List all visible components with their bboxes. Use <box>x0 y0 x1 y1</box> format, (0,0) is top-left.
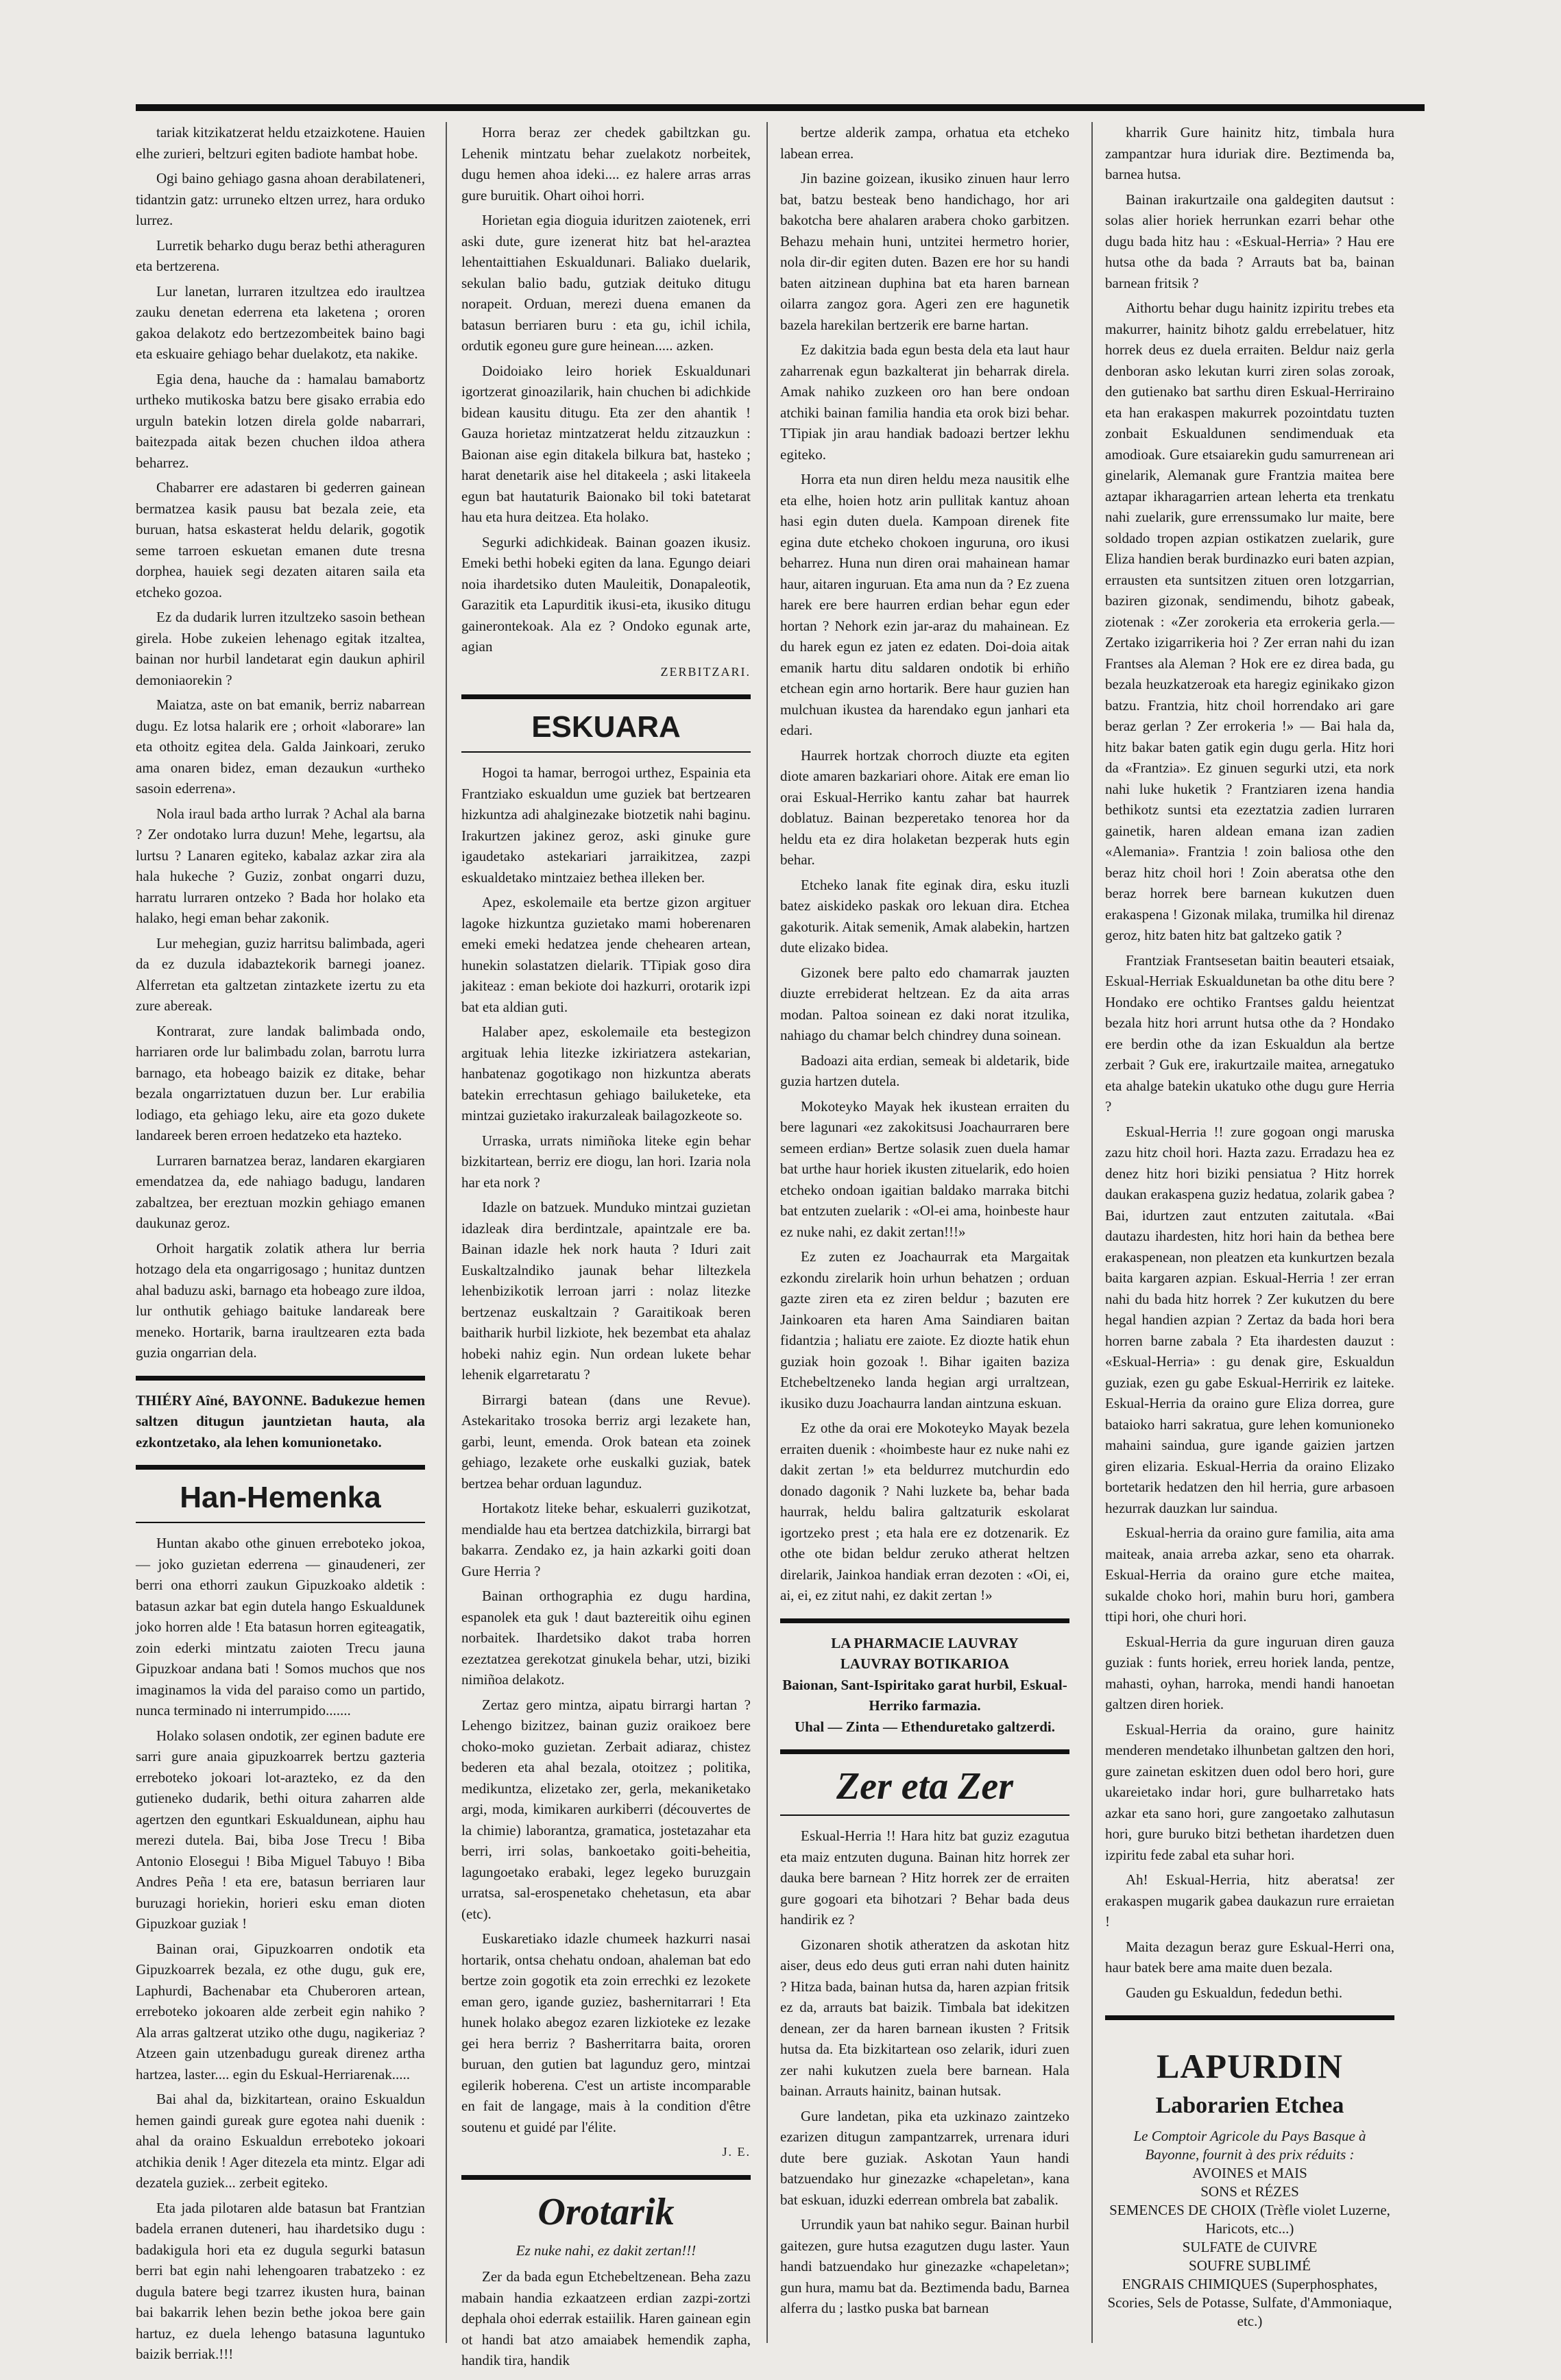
zer-eta-zer-title: Zer eta Zer <box>836 1765 1014 1808</box>
lapurdin-line: AVOINES et MAIS <box>1192 2165 1307 2181</box>
pharmacie-line: LA PHARMACIE LAUVRAY <box>831 1634 1019 1651</box>
divider <box>136 1522 425 1523</box>
divider <box>136 1465 425 1470</box>
paragraph: Eta jada pilotaren alde batasun bat Frantzian badela erranen duteneri, hau ihardetsiko dugu : badakigula hori eta ez dugula segurki batasun berri bat egin nahi lehengoaren trabatzeko : ez dugula batere begi tzarrez ikusten hura, bainan bai bakarrik lehen bezin bethe jokoa bere gain hartuz, ez duela lehengo batasuna laguntuko baizik berriak.!!! <box>136 2199 425 2362</box>
paragraph: Eskual-Herria da oraino, gure hainitz menderen mendetako ilhunbetan galtzen den hori, gure zainetan eskitzen duen odol bero hori, gure ukareietako indar hori, gure bulharretako hats azkar eta sano hori, gure zangoetako zalhutasun hori, gure buruko bitzi bethetan ihardetzen duen izpiritu fede zabal eta suhar hori. <box>1105 1721 1394 1863</box>
paragraph: Halaber apez, eskolemaile eta bestegizon argituak lehia litezke izkiriatzera astekarian, hanbatenaz gogotikago non hizkuntza aberats batekin errechtasun gehiago bailuketeke, eta mintzai guzietako irakurzaleak bailagozkeote so. <box>461 1023 751 1124</box>
divider <box>780 1814 1069 1816</box>
paragraph: Eskual-herria da oraino gure familia, aita ama maiteak, anaia arreba azkar, seno eta oharrak. Eskual-Herria da oraino gure etche maitea, sukalde choko hori, mahin buru hori, gambera ttipi hori, ohe churi hori. <box>1105 1525 1394 1625</box>
paragraph: Gizonaren shotik atheratzen da askotan hitz aiser, deus edo deus guti erran nahi duten hainitz ? Hitza bada, bainan hutsa da, haren azpian fritsik ez da, arrauts bat baizik. Timbala bat idekitzen denean, zer da haren barnean ikusten ? Fritsik hutsa da. Eta bizkitartean oso zelarik, iduri zuen zer nahi kukutzen zuela bere barnean. Hala bainan. Arrauts hainitz, bainan hutsak. <box>780 1936 1069 2099</box>
paragraph: Maiatza, aste on bat emanik, berriz nabarrean dugu. Ez lotsa halarik ere ; orhoit «laborare» lan eta othoitz egitea dela. Galda Jainkoari, zeruko ama onaren bidez, eman dezaukun «urtheko sasoin ederrena». <box>136 696 425 797</box>
pharmacie-ad <box>780 1633 1069 1738</box>
paragraph: kharrik Gure hainitz hitz, timbala hura zampantzar hura iduriak dire. Beztimenda ba, barnea hutsa. <box>1105 124 1394 182</box>
lapurdin-line: SONS et RÉZES <box>1200 2183 1299 2200</box>
paragraph: Hogoi ta hamar, berrogoi urthez, Espainia eta Frantziako eskualdun ume guziek bat bertzearen hizkuntza adi ahalginezake biotzetik nahi baginu. Irakurtzen jakinez geroz, aski ginuke gure igaudetako astekariari jarraikitzea, zazpi eskualdetako mintzaiez bethea illeken ber. <box>461 764 751 886</box>
paragraph: Badoazi aita erdian, semeak bi aldetarik, bide guzia hartzen dutela. <box>780 1052 1069 1089</box>
paragraph: Ez othe da orai ere Mokoteyko Mayak bezela erraiten duenik : «hoimbeste haur ez nuke nahi ez dakit zertan !» eta beldurrez mutchurdin edo donado dagonik ? Nahi luzkete ba, behar bada haurrak, heldu balira galtzaturik eskolarat igortzeko prest ; eta hala ere ez dotzenarik. Ez othe ote bidan beldur zeruko atherat heltzen direlarik, Jainkoa handiak erran dezoten : «Oi, ei, ai, ei, ez zitut nahi, ez dakit zertan !» <box>780 1420 1069 1603</box>
paragraph: Zer da bada egun Etchebeltzenean. Beha zazu mabain handia ezkaatzeen erdian zazpi-zortzi dephala ohoi ederrak estaiilik. Haren gainean egin ot handi bat atzo amaiabek hemendik zapha, handik tira, handik <box>461 2268 751 2368</box>
paragraph: Urrundik yaun bat nahiko segur. Bainan hurbil gaitezen, gure hutsa ezagutzen dugu laster. Yaun handi batzuendako hur ginezazke «chapeletan»; gun hura, mamu bat da. Beztimenda badu, Barnea alferra du ; lastko puska bat barnean <box>780 2216 1069 2316</box>
paragraph: Lurretik beharko dugu beraz bethi atheraguren eta bertzerena. <box>136 236 425 274</box>
paragraph: Aithortu behar dugu hainitz izpiritu trebes eta makurrer, hainitz bihotz galdu errebelatuer, hitz horrek deus ez duela erraiten. Beldur naiz gerla denboran asko lekutan kurri ziren solas zoroak, den gutienako bat sarthu diren Eskual-Herriraino eta han erakaspen makurrek pozointdatu tuzten zonbait Eskualdunen sendimenduak eta amodioak. Gure etsaiarekin gudu samurrenean ari ginelarik, Alemanak gure Frantzia maitea bere aztapar ikharagarrien artean leherta eta trenkatu nahi zuelarik, gure errenssumako lur maite, bere soldado tropen azpian ostikatzen zuelarik, gure Eliza handien berak burdinazko euri baten azpian, errausten eta suntsitzen zituen oren lotzgarrian, baziren gizonak, sendimendu, bihotz gabeak, ziotenak : «Zer zorokeria eta errokeria gerla.— Zertako izigarrikeria hoi ? Zer erran nahi du izan Frantses ala Aleman ? Hok ere ez direa bada, gu bezala heuzkatzeroak eta haregiz eginikako gizon batzu. Frantzia, hitz choil horrendako ari gare beraz gerlan ? Zer errokeria !» — Bai hala da, hitz bakar baten gatik egin dugu gerla. Hitz hori da «Frantzia». Ez ginuen segurki utzi, eta nork nahi luke huketik ? Frantziaren izena handia bethikotz suntsi eta ezeztatzia zadien lurraren gainetik, haren aldean emana izan zadien «Alemania». Frantzia ! zoin baliosa othe den beraz hitz choil hori ! Zoin aberatsa othe den beraz horrek bere barnean kukutzen duen erakaspena ! Gizonak milaka, trumilka hil direnaz geroz, hitz baten hitz bat galtzeko gatik ? <box>1105 300 1394 943</box>
paragraph: Segurki adichkideak. Bainan goazen ikusiz. Emeki bethi hobeki egiten da lana. Egungo deiari noia ihardetsiko duten Mauleitik, Donapaleotik, Garazitik eta Lapurditik ikusi-eta, ikusiko ditugu gainerontekoak. Ala ez ? Ondoko egunak arte, agian <box>461 533 751 655</box>
paragraph: Birrargi batean (dans une Revue). Astekaritako trosoka berriz argi lezakete han, garbi, leunt, emenda. Orok batean eta zoinek gehiago, lezakete orhe euskalki guziak, batek bertzea behar orduan lagunduz. <box>461 1391 751 1492</box>
paragraph: Maita dezagun beraz gure Eskual-Herri ona, haur batek bere ama maite duen bezala. <box>1105 1938 1394 1976</box>
divider <box>1105 2015 1394 2020</box>
paragraph: Gauden gu Eskualdun, fededun bethi. <box>1126 1984 1343 2001</box>
orotarik-title: Orotarik <box>537 2190 675 2233</box>
divider <box>461 694 751 699</box>
paragraph: Urraska, urrats nimiñoka liteke egin behar bizkitartean, berriz ere diogu, lan hori. Izaria nola har eta nork ? <box>461 1132 751 1191</box>
paragraph: tariak kitzikatzerat heldu etzaizkotene. Hauien elhe zurieri, beltzuri egiten badiote hambat hobe. <box>136 124 425 162</box>
paragraph: Lurraren barnatzea beraz, landaren ekargiaren emendatzea da, ede nahiago badugu, landaren zabaltzea, ber ereztuan mozkin gehiago emanen daukunaz geroz. <box>136 1152 425 1231</box>
paragraph: Ah! Eskual-Herria, hitz aberatsa! zer erakaspen mugarik gabea daukazun rure erraietan ! <box>1105 1871 1394 1930</box>
column-1 <box>136 122 425 2362</box>
column-divider <box>766 122 768 2343</box>
lapurdin-title: LAPURDIN <box>1157 2047 1343 2085</box>
divider <box>461 751 751 753</box>
paragraph: Kontrarat, zure landak balimbada ondo, harriaren orde lur balimbadu zolan, barrotu lurra barnago, eta hobeago baizik ez ditake, behar bezala ongarriztatuen duzun ber. Lur erabilia lodiago, eta gehiago leku, aire eta gozo dukete landareek beren erroen hedatzeko eta hazteko. <box>136 1022 425 1143</box>
orotarik-body <box>461 2266 751 2371</box>
signature-zerbitzari: ZERBITZARI. <box>660 664 751 679</box>
orotarik-subtitle: Ez nuke nahi, ez dakit zertan!!! <box>516 2242 697 2259</box>
paragraph: Etcheko lanak fite eginak dira, esku ituzli batez aiskideko paskak oro lekuan dira. Etchea gakoturik. Aitak semenik, Amak alabekin, hartzen dute elizako bidea. <box>780 876 1069 956</box>
lapurdin-subtitle: Laborarien Etchea <box>1155 2093 1344 2118</box>
column-divider <box>446 122 447 2343</box>
han-hemenka-title: Han-Hemenka <box>180 1481 381 1514</box>
paragraph: Orhoit hargatik zolatik athera lur berria hotzago dela eta ongarrigosago ; hunitaz duntzen ahal baduzu aski, barnago eta hobeago zure ildoa, lur onthutik gehiago baituke landareak bere meneko. Hortarik, barna iraultzearen ezta bada guzia ongarrian dela. <box>136 1239 425 1361</box>
paragraph: Bai ahal da, bizkitartean, oraino Eskualdun hemen gaindi gureak gure egotea nahi duenik : ahal da oraino Eskualdun erreboteko jokoari atchikia denik ! Ager ditezela eta mintz. Elgar adi dezatela guziek... zerbeit egiteko. <box>136 2091 425 2191</box>
paragraph: Haurrek hortzak chorroch diuzte eta egiten diote amaren bazkariari ohore. Aitak ere eman lio orai Eskual-Herriko kantu zahar bat haurrek doblatuz. Bainan bezperetako tenorea hor da heldu eta ez dira holaketan bezperak huts egin behar. <box>780 746 1069 868</box>
signature-je: J. E. <box>722 2145 751 2159</box>
paragraph: Horra eta nun diren heldu meza nausitik elhe eta elhe, hoien hotz arin pullitak kantuz ahoan hasi egin duten duela. Kampoan direnek fite egina dute etcheko chokoen inguruna, oro ikusi beharrez. Huna nun diren orai mahainean hamar haur, aitaren inguruan. Eta ama nun da ? Ez zuena harek ere bere haurren erdian behar egun eder hortan ? Nehork ezin jar-araz du mahainean. Ez du harek egun ez jaten ez edaten. Doi-doia aitak emanik hartu ditu saldaren ondotik bi erhiño etchean egin arno hortarik. Bere haur guzien han mulchuan ikustea da harendako egun janhari eta edari. <box>780 471 1069 738</box>
lapurdin-line: ENGRAIS CHIMIQUES (Superphosphates, Scories, Sels de Potasse, Sulfate, d'Ammoniaque, etc.) <box>1107 2276 1392 2329</box>
paragraph: Idazle on batzuek. Munduko mintzai guzietan idazleak dira berdintzale, apaintzale ere ba. Bainan idazle hek nork hauta ? Iduri zait Euskaltzalndiko jaunak behar liltezkela lehenbizikotik lerroan jarri : nolaz litezke bertzenaz euskaltzain ? Garaitikoak beren baitharik hurbil lizkiote, hek bezembat eta ahalaz hobeki nahiz egin. Nun ordean lukete behar lehenik elgarretaratu ? <box>461 1199 751 1383</box>
divider <box>136 1376 425 1381</box>
lapurdin-line: SULFATE de CUIVRE <box>1182 2239 1318 2255</box>
paragraph: Euskaretiako idazle chumeek hazkurri nasai hortarik, ontsa chehatu ondoan, ahaleman bat edo bertze zoin gogotik eta zoin errechki ez lezokete eman gero, igande guziez, bashernitarrari ! Eta hunek holako abegoz ezaren lizkioteke ez lezake gei hera berriz ? Basherritarra baita, ororen buruan, den gutien bat lagunduz gero, mintzai egilerik hoberena. C'est un artiste incomparable en fait de langage, mais à la condition d'être soutenu et guidé par l'élite. <box>461 1930 751 2135</box>
paragraph: Nola iraul bada artho lurrak ? Achal ala barna ? Zer ondotako lurra duzun! Mehe, legartsu, ala lurtsu ? Lanaren egiteko, kabalaz azkar zira ala hala hukeche ? Guziz, zonbat ongarri duzu, harratu lurraren ontzeko ? Bada hor holako eta halako, hegi eman behar zakonik. <box>136 805 425 926</box>
eskuara-body <box>461 762 751 2137</box>
paragraph: Ogi baino gehiago gasna ahoan derabilateneri, tidantzin gatz: urruneko eltzen urrez, hara orduko lurrez. <box>136 170 425 228</box>
paragraph: Gure landetan, pika eta uzkinazo zaintzeko ezarizen ditugun zampantzarrek, urrenara iduri dute bere guziak. Askotan Yaun handi batzuendako hur ginezazke «chapeletan», kana bat eskuan, iduzki ederrean ombrela bat zabalik. <box>780 2107 1069 2208</box>
lapurdin-line: Le Comptoir Agricole du Pays Basque à Bayonne, fournit à des prix réduits : <box>1133 2128 1366 2163</box>
paragraph: Ez da dudarik lurren itzultzeko sasoin bethean girela. Hobe zukeien lehenago egitak itzaltea, bainan nor hurbil landetarat egin daukun aphiril demoniaorekin ? <box>136 609 425 688</box>
article-batasuna <box>461 122 751 657</box>
paragraph: Egia dena, hauche da : hamalau bamabortz urtheko mutikoska batzu bere gisako errabia edo urguln batekin lotzen direla golde nabarrari, baitezpada aitak bezen chuchen ildoa athera beharrez. <box>136 370 425 471</box>
paragraph: Eskual-Herria !! Hara hitz bat guziz ezagutua eta maiz entzuten duguna. Bainan hitz horrek zer dauka bere barnean ? Hitz horrek zer de erraiten gure gogoari eta bihotzari ? Behar bada deus handirik ez ? <box>780 1827 1069 1928</box>
column-3 <box>780 122 1069 2343</box>
zer-eta-zer-continued <box>1105 122 1394 2003</box>
pharmacie-line: LAUVRAY BOTIKARIOA <box>840 1655 1010 1672</box>
lapurdin-line: SOUFRE SUBLIMÉ <box>1189 2257 1311 2274</box>
paragraph: Ez zuten ez Joachaurrak eta Margaitak ezkondu zirelarik hoin urhun behatzen ; orduan gazte ziren eta ez ziren beldur ; bazuten ere Jainkoaren eta haren Ama Saindiaren baitan fidantzia ; haliatu ere zaiote. Ez diozte hatik ehun guziak hoin gozoak !. Bihar igaiten baziza Etchebeltzeneko landa hegian argi urraltzean, ikusiko duzu Joachaurra landan aintzuna eskuan. <box>780 1248 1069 1411</box>
paragraph: Doidoiako leiro horiek Eskualdunari igortzerat ginoazilarik, hain chuchen bi adichkide bidean kausitu ditugu. Eta zer den ahantik ! Gauza horietaz mintzatzerat heldu zitzauzkun : Baionan aise egin ditakela bilkura bat, hasteko ; harat denetarik aise hel ditakeela ; aski litakeela egun bat hautaturik Baionako bil toki batetarat hau eta hura deitzea. Eta holako. <box>461 362 751 525</box>
paragraph: Huntan akabo othe ginuen erreboteko jokoa, — joko guzietan ederrena — ginaudeneri, zer berri ona ethorri zaukun Gipuzkoako aldetik : batasun azkar bat egin dutela hango Eskualdunek joko horren alde ! Eta batasun horren egiteagatik, zoin ederki mintzatu zaioten Trecu jauna Gipuzkoar andana bati ! Somos muchos que nos imaginamos la vida del paraiso como un partido, nunca terminado ni interrumpido....... <box>136 1535 425 1719</box>
han-hemenka-body <box>136 1533 425 2365</box>
paragraph: Ez dakitzia bada egun besta dela eta laut haur zaharrenak egun bazkalterat jin beharrak direla. Amak nahiko zuzkeen oro han bere ondoan atchiki bainan familia handia eta orok bizi behar. TTipiak jin arau handiak badoazi bertzer lekhu egiteko. <box>780 341 1069 463</box>
paragraph: Apez, eskolemaile eta bertze gizon argituer lagoke hizkuntza guzietako mami hoberenaren emeki emeki hedatzea jende chehearen artean, hunekin solastatzen dielarik. TTipiak goso dira jakiteaz : eman bekiote doi hazkurri, orotarik izpi bat eta aldian guti. <box>461 894 751 1015</box>
paragraph: Horietan egia dioguia iduritzen zaiotenek, erri aski dute, gure izenerat hitz bat hel-araztea lehentaittiahen Eskualdunari. Baliako duelarik, sekulan balio badu, gutziak deituko ditugu norapeit. Orduan, merezi duena emanen da batasun berriaren buru : eta gu, ichil ichila, ordutik egoneu gure gure heinean..... azken. <box>461 212 751 354</box>
paragraph: Bainan orthographia ez dugu hardina, espanolek eta guk ! daut baztereitik oihu eginen norbaitek. Ihardetsiko dakot traba horren ezeztatzea gerekotzat ginukela behar, utzi, biziki nimiñoa delakotz. <box>461 1588 751 1688</box>
paragraph: Mokoteyko Mayak hek ikustean erraiten du bere lagunari «ez zakokitsusi Joachaurraren bere semeen erdian» Bertze solasik zuen duela hamar bat urthe haur horiek ikusten zituelarik, edo hoien etcheko ondoan igaitian baldako marraka bitchi bat entzuten zuelarik : «Ol-ei ama, hoinbeste haur ez nuke nahi, ez dakit zertan!!!» <box>780 1097 1069 1240</box>
paragraph: Chabarrer ere adastaren bi gederren gainean bermatzea kasik pausu bat bezala zeie, eta buruan, hatsa eskasterat heldu delarik, gogotik seme tarroen eskuetan emanen dute tresna dorphea, hauiek segi dezaten aitaren saila eta etcheko gozoa. <box>136 479 425 600</box>
paragraph: Zertaz gero mintza, aipatu birrargi hartan ? Lehengo bizitzez, bainan guziz oraikoez bere choko-moko guzietan. Zerbait adiaraz, chistez bederen eta ahal bezala, otoitzez ; politika, medikuntza, elizetako zer, gerla, mekaniketako argi, moda, kimikaren aurkiberri (découvertes de la chimie) laborantza, gramatica, jostetazahar eta berri, irri solas, bankoetako goiti-beheitia, lagungoetako erabaki, legez legeko buruzgain urratsa, sal-erospenetako chehetasun, eta abar (etc). <box>461 1696 751 1922</box>
divider <box>461 2175 751 2180</box>
top-rule <box>136 104 1425 111</box>
paragraph: Bainan orai, Gipuzkoarren ondotik eta Gipuzkoarrek bezala, ez othe dugu, guk ere, Laphurdi, Bachenabar eta Chuberoren artean, erreboteko jokoaren alde zerbeit egin nahiko ? Ala arras galtzerat utziko othe dugu, nagikeriaz ? Atzeen gain utzenbadugu gureak direnez artha hartzea, laster.... egin du Eskual-Herriarenak..... <box>136 1940 425 2082</box>
paragraph: Gizonek bere palto edo chamarrak jauzten diuzte errebiderat heltzean. Ez da aita arras modan. Paltoa soinean ez daki norat itzulika, nahiago du chamar belch chindrey duna soinean. <box>780 964 1069 1043</box>
paragraph: Eskual-Herria da gure inguruan diren gauza guziak : funts horiek, erreu horiek landa, pentze, mahasti, oyhan, harroka, mendi handi hanoetan galtzen diren horiek. <box>1105 1633 1394 1712</box>
paragraph: Bainan irakurtzaile ona galdegiten dautsut : solas alier horiek herrunkan ezarri behar othe dugu bada hitz hau : «Eskual-Herria» ? Hau ere hutsa othe da bada ? Arrauts bat ba, bainan barnean fritsik ? <box>1105 191 1394 291</box>
paragraph: Hortakotz liteke behar, eskualerri guzikotzat, mendialde hau eta bertzea datchizkila, birrargi bat bakarra. Zendako ez, ja hain azkarki goiti doan Gure Herria ? <box>461 1500 751 1579</box>
paragraph: Holako solasen ondotik, zer eginen badute ere sarri gure anaia gipuzkoarrek bertzu gazteria erreboteko jokoari lot-arazteko, ez da den gutieneko dudarik, bethi oitura zaharren alde agertzen den eguntkari Eskualdunean, aiphu hau merezi dutela. Bai, biba Jose Trecu ! Biba Antonio Elosegui ! Biba Miguel Tabuyo ! Biba Andres Peña ! eta ere, batasun berriaren laur buruzagi horiekin, horieri esku eman dioten Gipuzkoar guziak ! <box>136 1727 425 1932</box>
divider <box>780 1618 1069 1623</box>
zer-eta-zer-body <box>780 1825 1069 2319</box>
article-lurra <box>136 122 425 1363</box>
paragraph: Frantziak Frantsesetan baitin beauteri etsaiak, Eskual-Herriak Eskualdunetan ba othe ditu bere ? Hondako ere ochtiko Frantses galdu heientzat bezala hitz hori arrunt hutsa othe da ? Hondako ere berdin othe da izan Eskualdun ala bertze zerbait ? Guk ere, irakurtzaile maitea, arnegatuko eta ahalge batekin ukatuko othe dugu gure Herria ? <box>1105 951 1394 1115</box>
lapurdin-line: SEMENCES DE CHOIX (Trèfle violet Luzerne, Haricots, etc...) <box>1109 2202 1390 2237</box>
paragraph: Lur mehegian, guziz harritsu balimbada, ageri da ez duzula idabaztekorik barnegi joanez. Alferretan eta galtzetan zintazkete izertu zu eta zure abereak. <box>136 934 425 1014</box>
thiery-ad: THIÉRY Aîné, BAYONNE. Badukezue hemen saltzen ditugun jauntzietan hauta, ala ezkontzetako, ala lehen komunionetako. <box>136 1392 425 1450</box>
paragraph: Jin bazine goizean, ikusiko zinuen haur lerro bat, batzu besteak beno handichago, hor ari bakotcha bere ahalaren arabera choko garbitzen. Behazu mehain huni, untzitei hermetro horier, nola dir-dir egiten duten. Bazen ere hor su handi baten aitzinean duphina bat eta haren barnean oilarra zangoz gora. Ageri zen ere hagunetik bazela harekilan bertzerik ere barne hartan. <box>780 170 1069 333</box>
paragraph: Eskual-Herria !! zure gogoan ongi maruska zazu hitz choil hori. Hazta zazu. Erradazu hea ez denez hitz hori biziki pensiatua ? Hitz horrek daukan erakaspena guziz hedatua, zolarik gabea ? Bai, idurtzen zaut entzuten zaitutala. «Bai dautazu ihardesten, hitz hori hain da bethea bere erakaspenean, non pleatzen eta kunkurtzen bezala baita kargaren azpian. Eskual-Herria ! zer erran nahi du bada hitz horrek ? Zer kukutzen du bere hegal handien azpian ? Zertaz da bada hori bera horren barne zabala ? Eta ihardesten dauzut : «Eskual-Herria» : gu denak gire, Eskualdun guziak, ezen gu gabe Eskual-Herririk ez laiteke. Eskual-Herria da oraino gure Eliza dorrea, gure bataioko harri sakratua, gure lehen komunioneko mahaini saindua, gure igande gaizien jartzen giren elizaria. Eskual-Herria da oraino Elizako bortetarik hedatzen den hil herria, gure arbasoen hezurrak dauzkan lur saindua. <box>1105 1123 1394 1516</box>
column-2 <box>461 122 751 2368</box>
paragraph: Lur lanetan, lurraren itzultzea edo iraultzea zauku denetan ederrena eta laketena ; ororen gakoa delakotz edo bertzezombeitek baino bagi eta eskuaire gehiago behar duelakotz, eta nakike. <box>136 282 425 362</box>
divider <box>780 1749 1069 1754</box>
pharmacie-line: Baionan, Sant-Ispiritako garat hurbil, Eskual-Herriko farmazia. <box>782 1676 1067 1714</box>
column-divider <box>1091 122 1093 2343</box>
article-etchebeltzenean <box>780 122 1069 1606</box>
eskuara-title: ESKUARA <box>531 710 681 744</box>
column-4 <box>1105 122 1394 2343</box>
pharmacie-line: Uhal — Zinta — Ethenduretako galtzerdi. <box>795 1718 1055 1735</box>
paragraph: Horra beraz zer chedek gabiltzkan gu. Lehenik mintzatu behar zuelakotz norbeitek, dugu hemen ahoa ideki.... ez halere arras arras gure buruitik. Ohart oihoi horri. <box>461 124 751 204</box>
paragraph: bertze alderik zampa, orhatua eta etcheko labean errea. <box>780 124 1069 162</box>
